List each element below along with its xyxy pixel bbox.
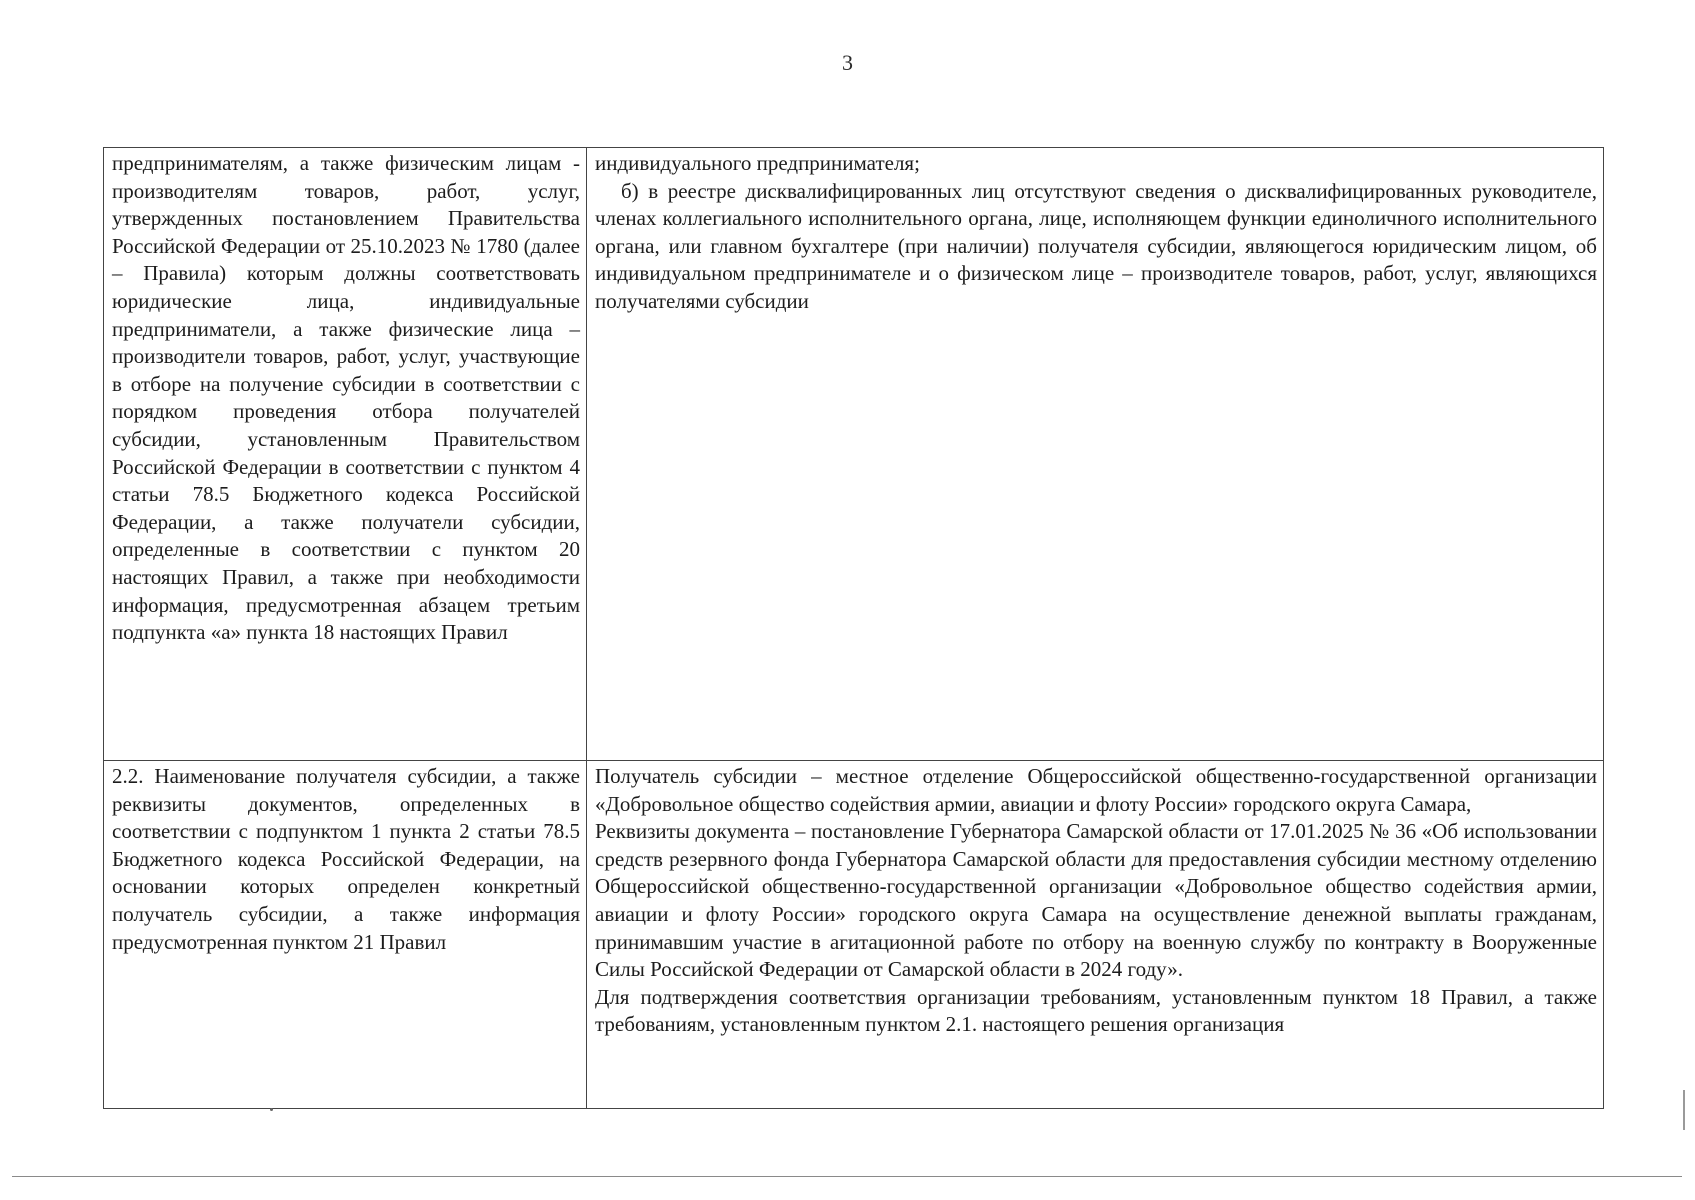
cell-text: предпринимателям, а также физическим лицам - производителям товаров, работ, услуг, утвержденных постановлением Правительства Российской Федерации от 25.10.2023 № 1780 (далее – Правила) которым должны соответствовать юридические лица, индивидуальные предприниматели, а также физические лица – производители товаров, работ, услуг, участвующие в отборе на получение субсидии в соответствии с порядком проведения отбора получателей субсидии, установленным Правительством Российской Федерации в соответствии с пунктом 4 статьи 78.5 Бюджетного кодекса Российской Федерации, а также получатели субсидии, определенные в соответствии с пунктом 20 настоящих Правил, а также при необходимости информация, предусмотренная абзацем третьим подпункта «а» пункта 18 настоящих Правил (112, 151, 580, 645)
table-cell-left (104, 148, 587, 761)
scan-edge-mark (1683, 1090, 1685, 1130)
page-number: 3 (842, 50, 853, 75)
cell-text: Реквизиты документа – постановление Губернатора Самарской области от 17.01.2025 № 36 «Об использовании средств резервного фонда Губернатора Самарской области для предоставления субсидии местному отделению Общероссийской общественно-государственной организации «Добровольное общество содействия армии, авиации и флоту России» городского округа Самара на осуществление денежной выплаты гражданам, принимавшим участие в агитационной работе по отбору на военную службу по контракту в Вооруженные Силы Российской Федерации от Самарской области в 2024 году». (595, 819, 1597, 982)
cell-text: б) в реестре дисквалифицированных лиц отсутствуют сведения о дисквалифицированных руководителе, членах коллегиального исполнительного органа, лице, исполняющем функции единоличного исполнительного органа, или главном бухгалтере (при наличии) получателя субсидии, являющегося юридическим лицом, об индивидуальном предпринимателе и о физическом лице – производителе товаров, работ, услуг, являющихся получателями субсидии (595, 178, 1597, 313)
table-row (104, 761, 1604, 1109)
table-row (104, 148, 1604, 761)
cell-text: Получатель субсидии – местное отделение Общероссийской общественно-государственной организации «Добровольное общество содействия армии, авиации и флоту России» городского округа Самара, (595, 764, 1597, 816)
table-cell-left (104, 761, 587, 1109)
cell-text: Для подтверждения соответствия организации требованиям, установленным пунктом 18 Правил, а также требованиям, установленным пунктом 2.1. настоящего решения организация (595, 984, 1597, 1037)
table-cell-right (587, 148, 1604, 761)
table-cell-right (587, 761, 1604, 1109)
scan-bottom-rule (12, 1176, 1682, 1177)
scan-speck (270, 1108, 273, 1111)
cell-text: 2.2. Наименование получателя субсидии, а также реквизиты документов, определенных в соответствии с подпунктом 1 пункта 2 статьи 78.5 Бюджетного кодекса Российской Федерации, на основании которых определен конкретный получатель субсидии, а также информация предусмотренная пунктом 21 Правил (112, 764, 580, 954)
cell-text: индивидуального предпринимателя; (595, 151, 920, 175)
document-table (103, 147, 1604, 1109)
